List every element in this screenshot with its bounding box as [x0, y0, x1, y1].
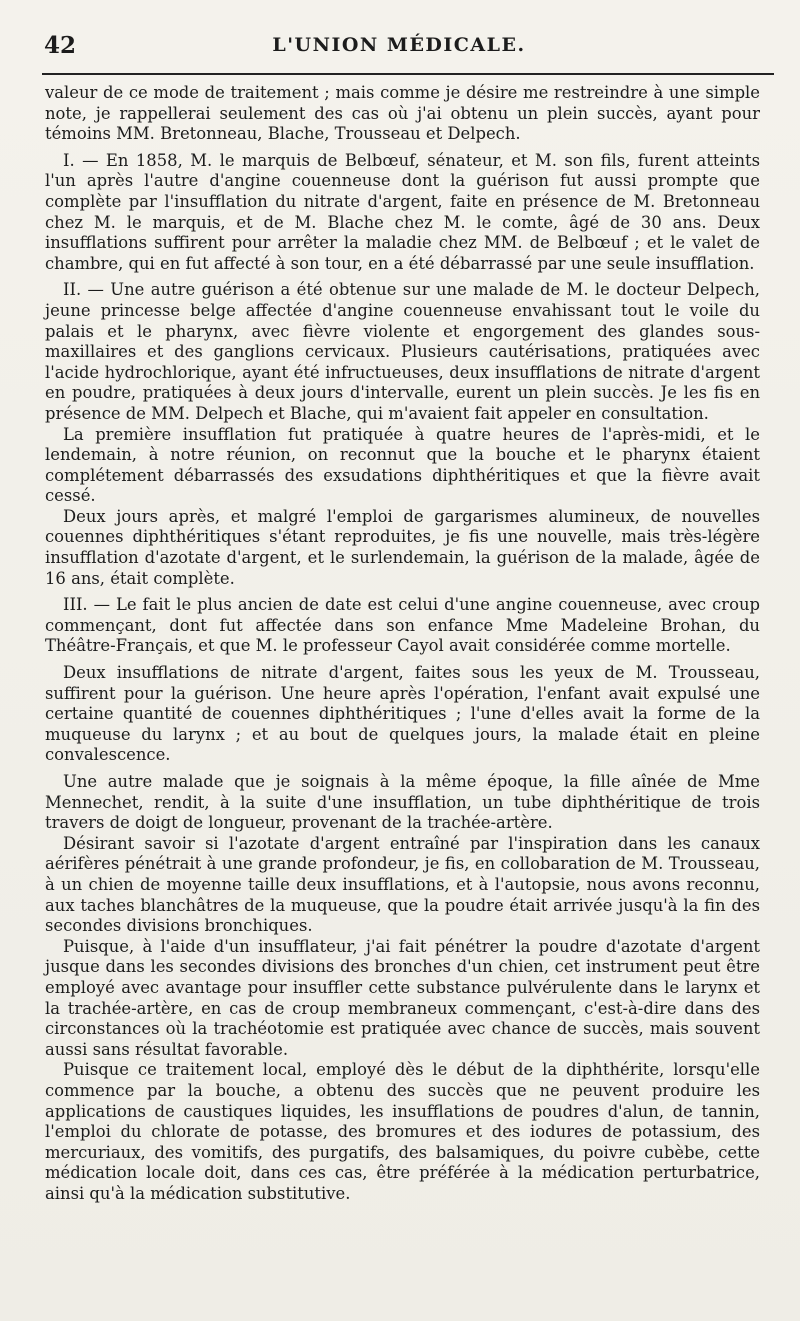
header-rule [42, 73, 774, 75]
page-number: 42 [44, 32, 77, 59]
paragraph-5: Deux jours après, et malgré l'emploi de gargarismes alumineux, de nouvelles couennes diphthéritiques s'étant reproduites, je fis une nouvelle, mais très-légère insufflation d'azotate d'argent, et le surlendemain, la guérison de la malade, âgée de 16 ans, était complète. [45, 506, 760, 588]
paragraph-4: La première insufflation fut pratiquée à quatre heures de l'après-midi, et le lendemain, à notre réunion, on reconnut que la bouche et le pharynx étaient complétement débarrassés des exsudations diphthéritiques et que la fièvre avait cessé. [45, 424, 760, 506]
paragraph-11: Puisque ce traitement local, employé dès le début de la diphthérite, lorsqu'elle commence par la bouche, a obtenu des succès que ne peuvent produire les applications de caustiques liquides, les insufflations de poudres d'alun, de tannin, l'emploi du chlorate de potasse, des bromures et des iodures de potassium, des mercuriaux, des vomitifs, des purgatifs, des balsamiques, du poivre cubèbe, cette médication locale doit, dans ces cas, être préférée à la médication perturbatrice, ainsi qu'à la médication substitutive. [45, 1060, 760, 1203]
running-title: L'UNION MÉDICALE. [272, 34, 526, 56]
paragraph-8: Une autre malade que je soignais à la même époque, la fille aînée de Mme Mennechet, rendit, à la suite d'une insufflation, un tube diphthéritique de trois travers de doigt de longueur, provenant de la trachée-artère. [45, 772, 760, 833]
paragraph-7: Deux insufflations de nitrate d'argent, faites sous les yeux de M. Trousseau, suffirent pour la guérison. Une heure après l'opération, l'enfant avait expulsé une certaine quantité de couennes diphthéritiques ; l'une d'elles avait la forme de la muqueuse du larynx ; et au bout de quelques jours, la malade était en pleine convalescence. [45, 663, 760, 765]
paragraph-case-1: I. — En 1858, M. le marquis de Belbœuf, sénateur, et M. son fils, furent atteints l'un après l'autre d'angine couenneuse dont la guérison fut aussi prompte que complète par l'insufflation du nitrate d'argent, faite en présence de M. Bretonneau chez M. le marquis, et de M. Blache chez M. le comte, âgé de 30 ans. Deux insufflations suffirent pour arrêter la maladie chez MM. de Belbœuf ; et le valet de chambre, qui en fut affecté à son tour, en a été débarrassé par une seule insufflation. [45, 150, 760, 273]
paragraph-case-3: III. — Le fait le plus ancien de date est celui d'une angine couenneuse, avec croup commençant, dont fut affectée dans son enfance Mme Madeleine Brohan, du Théâtre-Français, et que M. le professeur Cayol avait considérée comme mortelle. [45, 595, 760, 656]
body-text [45, 83, 760, 1204]
paragraph-10: Puisque, à l'aide d'un insufflateur, j'ai fait pénétrer la poudre d'azotate d'argent jusque dans les secondes divisions des bronches d'un chien, cet instrument peut être employé avec avantage pour insuffler cette substance pulvérulente dans le larynx et la trachée-artère, en cas de croup membraneux commençant, c'est-à-dire dans des circonstances où la trachéotomie est pratiquée avec chance de succès, mais souvent aussi sans résultat favorable. [45, 936, 760, 1059]
paragraph-1: valeur de ce mode de traitement ; mais comme je désire me restreindre à une simple note, je rappellerai seulement des cas où j'ai obtenu un plein succès, ayant pour témoins MM. Bretonneau, Blache, Trousseau et Delpech. [45, 83, 760, 144]
paragraph-9: Désirant savoir si l'azotate d'argent entraîné par l'inspiration dans les canaux aérifères pénétrait à une grande profondeur, je fis, en collobaration de M. Trousseau, à un chien de moyenne taille deux insufflations, et à l'autopsie, nous avons reconnu, aux taches blanchâtres de la muqueuse, que la poudre était arrivée jusqu'à la fin des secondes divisions bronchiques. [45, 833, 760, 936]
page-header [38, 30, 760, 64]
paragraph-case-2: II. — Une autre guérison a été obtenue sur une malade de M. le docteur Delpech, jeune princesse belge affectée d'angine couenneuse envahissant tout le voile du palais et le pharynx, avec fièvre violente et engorgement des glandes sous-maxillaires et des ganglions cervicaux. Plusieurs cautérisations, pratiquées avec l'acide hydrochlorique, ayant été infructueuses, deux insufflations de nitrate d'argent en poudre, pratiquées à deux jours d'intervalle, eurent un plein succès. Je les fis en présence de MM. Delpech et Blache, qui m'avaient fait appeler en consultation. [45, 280, 760, 423]
